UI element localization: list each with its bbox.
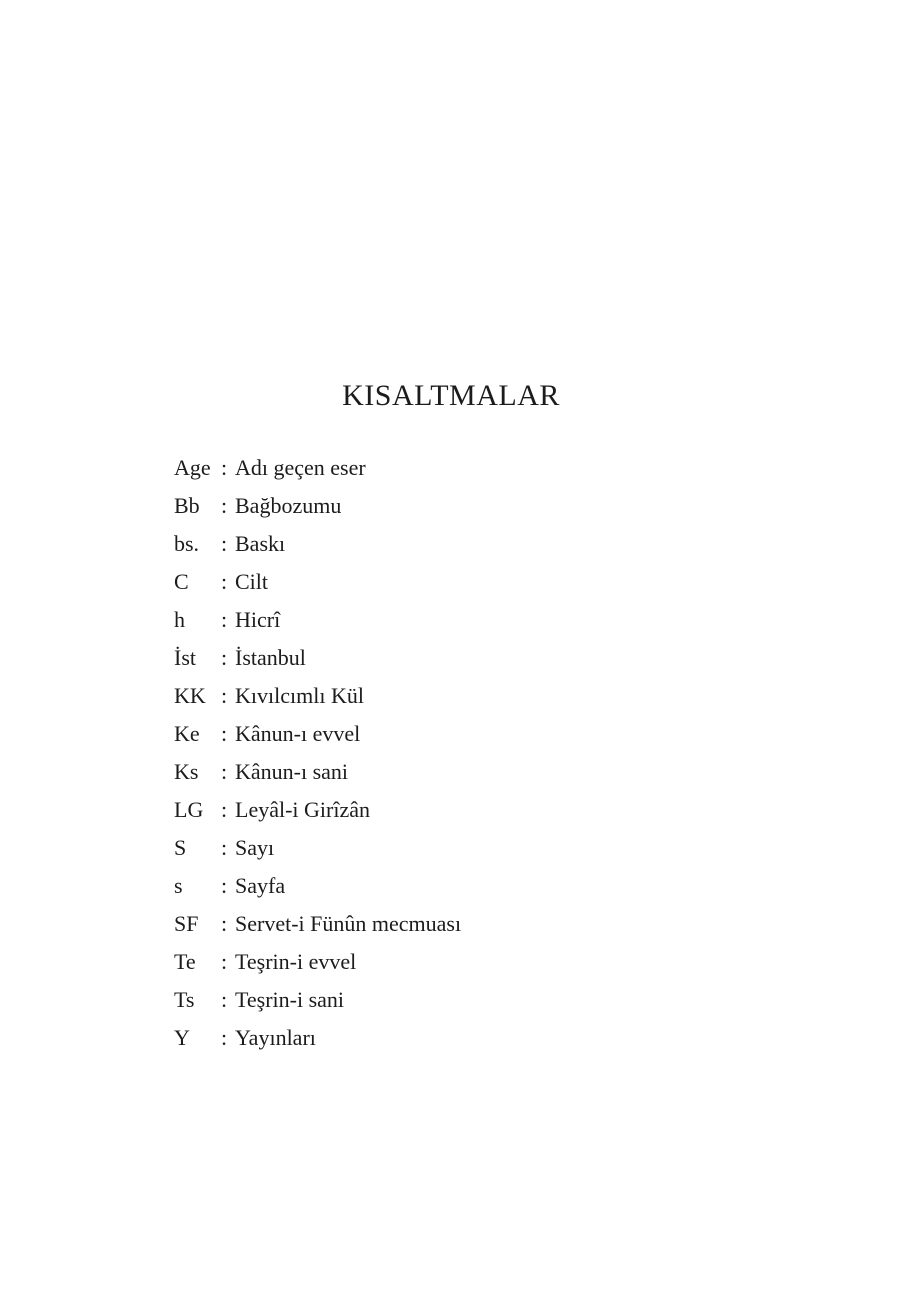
abbreviation-key: SF (174, 911, 199, 936)
abbreviation-entry (174, 905, 461, 943)
abbreviation-meaning: İstanbul (235, 645, 306, 670)
abbreviation-meaning: Teşrin-i sani (235, 987, 345, 1012)
abbreviation-entry (174, 449, 461, 487)
abbreviation-entry (174, 753, 461, 791)
abbreviation-separator: : (221, 949, 228, 974)
abbreviation-entry (174, 1019, 461, 1057)
abbreviation-separator: : (221, 835, 228, 860)
abbreviation-separator: : (221, 721, 228, 746)
abbreviation-entry (174, 525, 461, 563)
abbreviation-entry (174, 677, 461, 715)
page-title: KISALTMALAR (342, 379, 560, 412)
abbreviation-entry (174, 601, 461, 639)
abbreviation-meaning: Yayınları (235, 1025, 316, 1050)
abbreviation-key: s (174, 873, 183, 898)
abbreviation-entry (174, 943, 461, 981)
abbreviation-key: S (174, 835, 187, 860)
abbreviation-separator: : (221, 683, 228, 708)
abbreviation-meaning: Kânun-ı sani (235, 759, 349, 784)
abbreviation-meaning: Bağbozumu (235, 493, 342, 518)
abbreviation-key: KK (174, 683, 206, 708)
abbreviation-separator: : (221, 873, 228, 898)
abbreviation-meaning: Baskı (235, 531, 286, 556)
abbreviation-key: LG (174, 797, 204, 822)
abbreviation-meaning: Leyâl-i Girîzân (235, 797, 370, 822)
abbreviation-key: Te (174, 949, 196, 974)
abbreviation-key: Bb (174, 493, 200, 518)
abbreviation-meaning: Servet-i Fünûn mecmuası (235, 911, 462, 936)
abbreviation-key: h (174, 607, 185, 632)
abbreviation-entry (174, 563, 461, 601)
abbreviation-meaning: Kıvılcımlı Kül (235, 683, 364, 708)
abbreviation-list (174, 449, 461, 1057)
abbreviation-meaning: Sayfa (235, 873, 286, 898)
abbreviation-separator: : (221, 455, 228, 480)
abbreviation-separator: : (221, 607, 228, 632)
abbreviation-entry (174, 867, 461, 905)
abbreviation-entry (174, 487, 461, 525)
abbreviation-meaning: Sayı (235, 835, 275, 860)
abbreviation-key: Ks (174, 759, 199, 784)
abbreviation-separator: : (221, 493, 228, 518)
abbreviation-meaning: Cilt (235, 569, 269, 594)
abbreviation-meaning: Kânun-ı evvel (235, 721, 361, 746)
abbreviation-separator: : (221, 797, 228, 822)
abbreviation-meaning: Hicrî (235, 607, 281, 632)
abbreviation-separator: : (221, 759, 228, 784)
abbreviation-key: Age (174, 455, 211, 480)
abbreviation-key: Y (174, 1025, 190, 1050)
abbreviation-key: bs. (174, 531, 200, 556)
abbreviation-separator: : (221, 531, 228, 556)
abbreviation-entry (174, 829, 461, 867)
abbreviation-separator: : (221, 569, 228, 594)
abbreviation-entry (174, 715, 461, 753)
abbreviation-key: Ts (174, 987, 195, 1012)
abbreviation-entry (174, 981, 461, 1019)
abbreviation-separator: : (221, 645, 228, 670)
abbreviation-separator: : (221, 1025, 228, 1050)
abbreviation-separator: : (221, 987, 228, 1012)
abbreviation-key: C (174, 569, 189, 594)
abbreviation-entry (174, 639, 461, 677)
abbreviation-key: İst (174, 645, 196, 670)
abbreviation-entry (174, 791, 461, 829)
abbreviation-key: Ke (174, 721, 200, 746)
abbreviation-separator: : (221, 911, 228, 936)
abbreviation-meaning: Adı geçen eser (235, 455, 366, 480)
abbreviation-meaning: Teşrin-i evvel (235, 949, 357, 974)
